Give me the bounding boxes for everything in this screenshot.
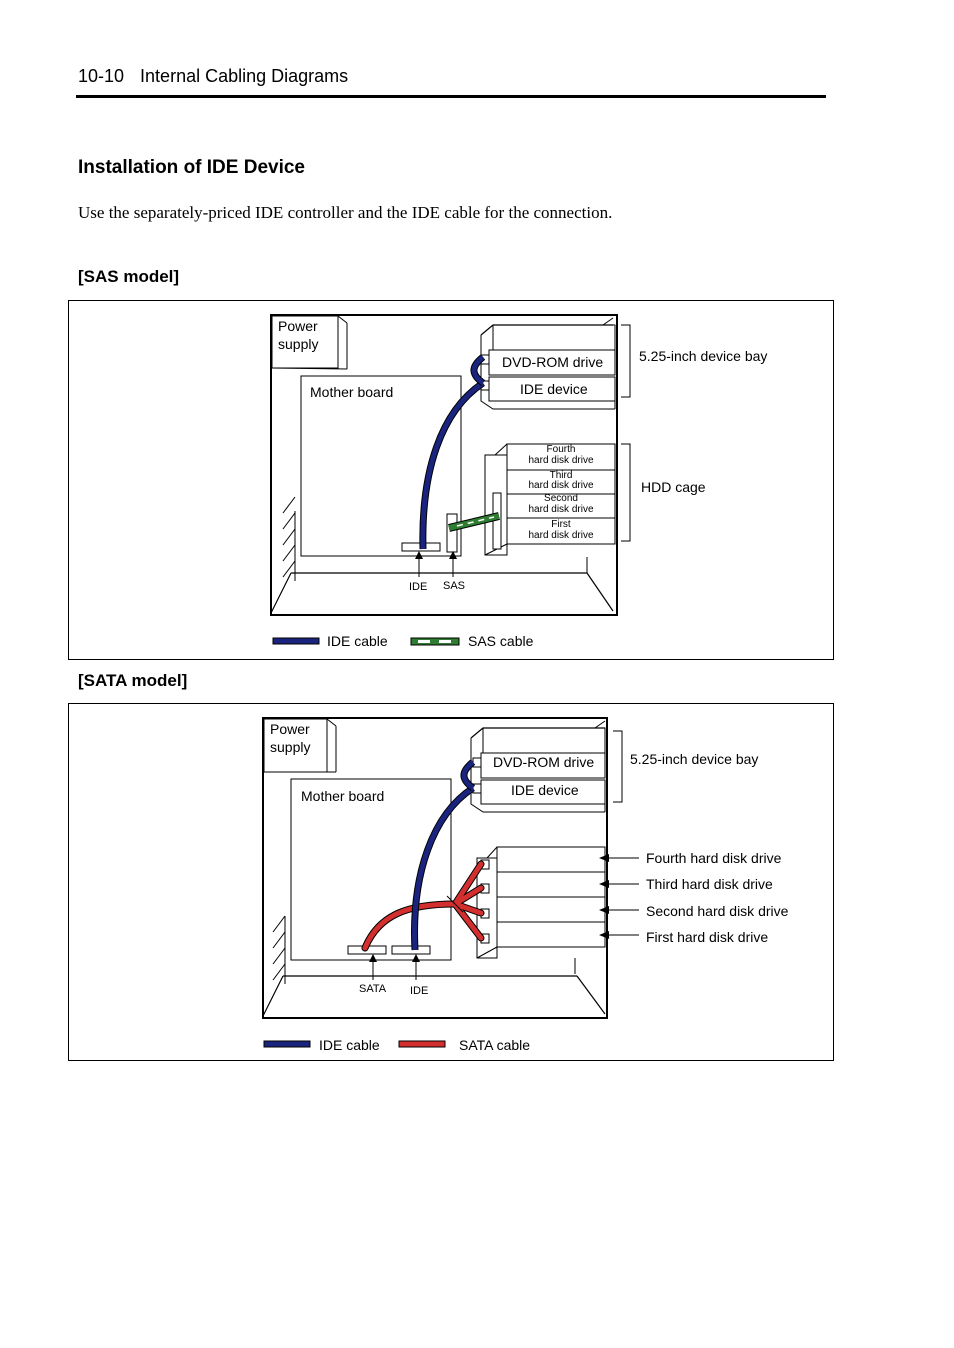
svg-text:supply: supply <box>270 739 311 755</box>
sata-bay-label: 5.25-inch device bay <box>630 751 759 767</box>
sata-legend-ide-swatch <box>264 1041 310 1047</box>
sas-heading: [SAS model] <box>78 267 180 286</box>
sata-drive-3 <box>497 872 605 897</box>
sas-legend-ide-label: IDE cable <box>327 633 388 649</box>
sata-ide-port-label: IDE <box>410 985 429 997</box>
sata-sata-port-label: SATA <box>359 983 387 995</box>
page-number: 10-10 <box>78 66 125 86</box>
intro-paragraph: Use the separately-priced IDE controller and the IDE cable for the connection. <box>78 203 613 222</box>
sata-legend-ide-label: IDE cable <box>319 1037 380 1053</box>
sas-bay-label: 5.25-inch device bay <box>639 348 768 364</box>
sata-drive-2-label: Second hard disk drive <box>646 903 789 919</box>
sas-diagram <box>69 301 833 659</box>
sata-sata-cable <box>365 904 455 948</box>
sata-heading: [SATA model] <box>78 671 188 690</box>
sata-mother-board-label: Mother board <box>301 788 385 804</box>
sata-drive-4 <box>497 847 605 872</box>
sata-dvd-rom-label: DVD-ROM drive <box>493 754 595 770</box>
sata-ide-device-label: IDE device <box>511 782 579 798</box>
sata-drive-1 <box>497 922 605 947</box>
sas-drive-3-label: Third <box>549 470 573 481</box>
page-header <box>78 66 348 87</box>
section-title: Installation of IDE Device <box>78 157 305 178</box>
svg-text:hard disk drive: hard disk drive <box>528 455 594 466</box>
sata-drive-4-label: Fourth hard disk drive <box>646 850 782 866</box>
svg-text:hard disk drive: hard disk drive <box>528 504 594 515</box>
sata-drive-2 <box>497 897 605 922</box>
sas-hdd-cage-label: HDD cage <box>641 479 706 495</box>
sata-diagram <box>69 704 833 1060</box>
sas-legend-ide-swatch <box>273 638 319 644</box>
sas-mother-board-label: Mother board <box>310 384 394 400</box>
sata-legend-sata-label: SATA cable <box>459 1037 531 1053</box>
sas-ide-device-label: IDE device <box>520 381 588 397</box>
sas-legend-sas-label: SAS cable <box>468 633 534 649</box>
sas-drive-2-label: Second <box>544 493 578 504</box>
svg-text:hard disk drive: hard disk drive <box>528 530 594 541</box>
sata-drive-1-label: First hard disk drive <box>646 929 769 945</box>
header-rule <box>76 95 826 98</box>
sas-drive-1-label: First <box>551 519 571 530</box>
chapter-title: Internal Cabling Diagrams <box>140 66 349 86</box>
sata-power-supply-label: Power <box>270 721 310 737</box>
sata-diagram-panel <box>68 703 834 1061</box>
sas-ide-port-label: IDE <box>409 581 428 593</box>
svg-text:hard disk drive: hard disk drive <box>528 480 594 491</box>
sata-drive-3-label: Third hard disk drive <box>646 876 773 892</box>
sas-diagram-panel <box>68 300 834 660</box>
svg-text:supply: supply <box>278 336 319 352</box>
sas-dvd-rom-label: DVD-ROM drive <box>502 354 604 370</box>
sas-power-supply-label: Power <box>278 318 318 334</box>
sata-legend-sata-swatch <box>399 1041 445 1047</box>
sas-drive-4-label: Fourth <box>546 444 576 455</box>
sas-mother-board <box>301 376 461 556</box>
sas-sas-port-label: SAS <box>443 580 466 592</box>
